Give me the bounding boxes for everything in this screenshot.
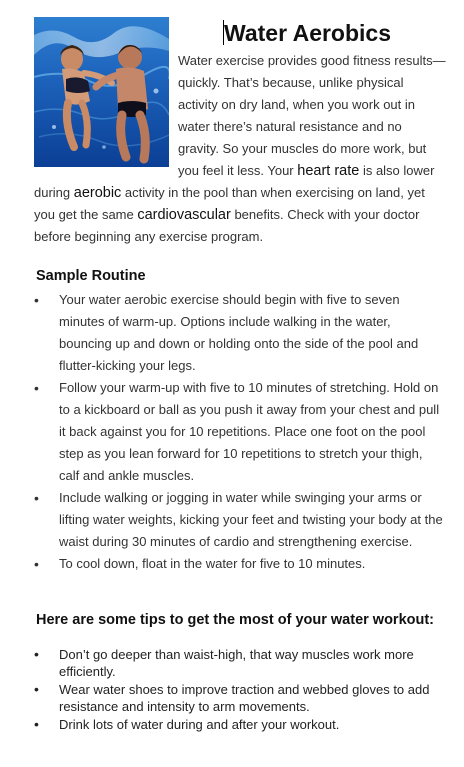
intro-text-4: benefits. Check with your doctor before beginning any exercise program. [34, 207, 420, 244]
list-item [34, 377, 446, 487]
list-item-text: Don’t go deeper than waist-high, that way muscles work more efficiently. [59, 647, 414, 679]
intro-text-1: Water exercise provides good fitness results—quickly. That’s because, unlike physical activity on dry land, when you work out in water there’s natural resistance and no gravity. So your muscles do more work, but you feel it less. Your [178, 53, 446, 178]
list-item [34, 681, 446, 715]
photo-wrap-spacer [34, 50, 178, 167]
list-item-text: Include walking or jogging in water while swinging your arms or lifting water weights, kicking your feet and twisting your body at the waist during 30 minutes of cardio and strengthening exercise. [59, 490, 443, 549]
list-item [34, 289, 446, 377]
list-item [34, 553, 446, 575]
list-item-text: Your water aerobic exercise should begin with five to seven minutes of warm-up. Options include walking in the water, bouncing up and down or holding onto the side of the pool and flutter-kicking your legs. [59, 292, 419, 373]
list-item [34, 716, 446, 733]
list-item-text: To cool down, float in the water for five to 10 minutes. [59, 556, 366, 571]
list-item-text: Follow your warm-up with five to 10 minutes of stretching. Hold on to a kickboard or ball as you push it away from your chest and pull it back against you for 10 repetitions. Place one foot on the pool step as you lean forward for 10 repetitions to stretch your thigh, calf and ankle muscles. [59, 380, 440, 483]
bullet-icon: • [34, 490, 39, 506]
routine-list [34, 289, 446, 575]
list-item-text: Wear water shoes to improve traction and webbed gloves to add resistance and intensity to arm movements. [59, 682, 430, 714]
routine-heading: Sample Routine [36, 268, 146, 284]
bullet-icon: • [34, 380, 39, 396]
bullet-icon: • [34, 292, 39, 308]
list-item-text: Drink lots of water during and after your workout. [59, 717, 340, 732]
bullet-icon: • [34, 556, 39, 572]
intro-text-2: is also lower during [34, 163, 435, 200]
tips-heading: Here are some tips to get the most of your water workout: [36, 612, 435, 628]
list-item [34, 646, 446, 680]
page-title: Water Aerobics [224, 20, 392, 46]
bullet-icon: • [34, 716, 39, 732]
term-cardiovascular: cardiovascular [137, 207, 231, 223]
intro-text-3: activity in the pool than when exercising on land, yet you get the same [34, 185, 425, 222]
bullet-icon: • [34, 681, 39, 697]
bullet-icon: • [34, 646, 39, 662]
term-aerobic: aerobic [73, 185, 122, 201]
tips-list [34, 646, 446, 734]
intro-paragraph [34, 50, 446, 248]
list-item [34, 487, 446, 553]
term-heart-rate: heart rate [297, 163, 360, 179]
